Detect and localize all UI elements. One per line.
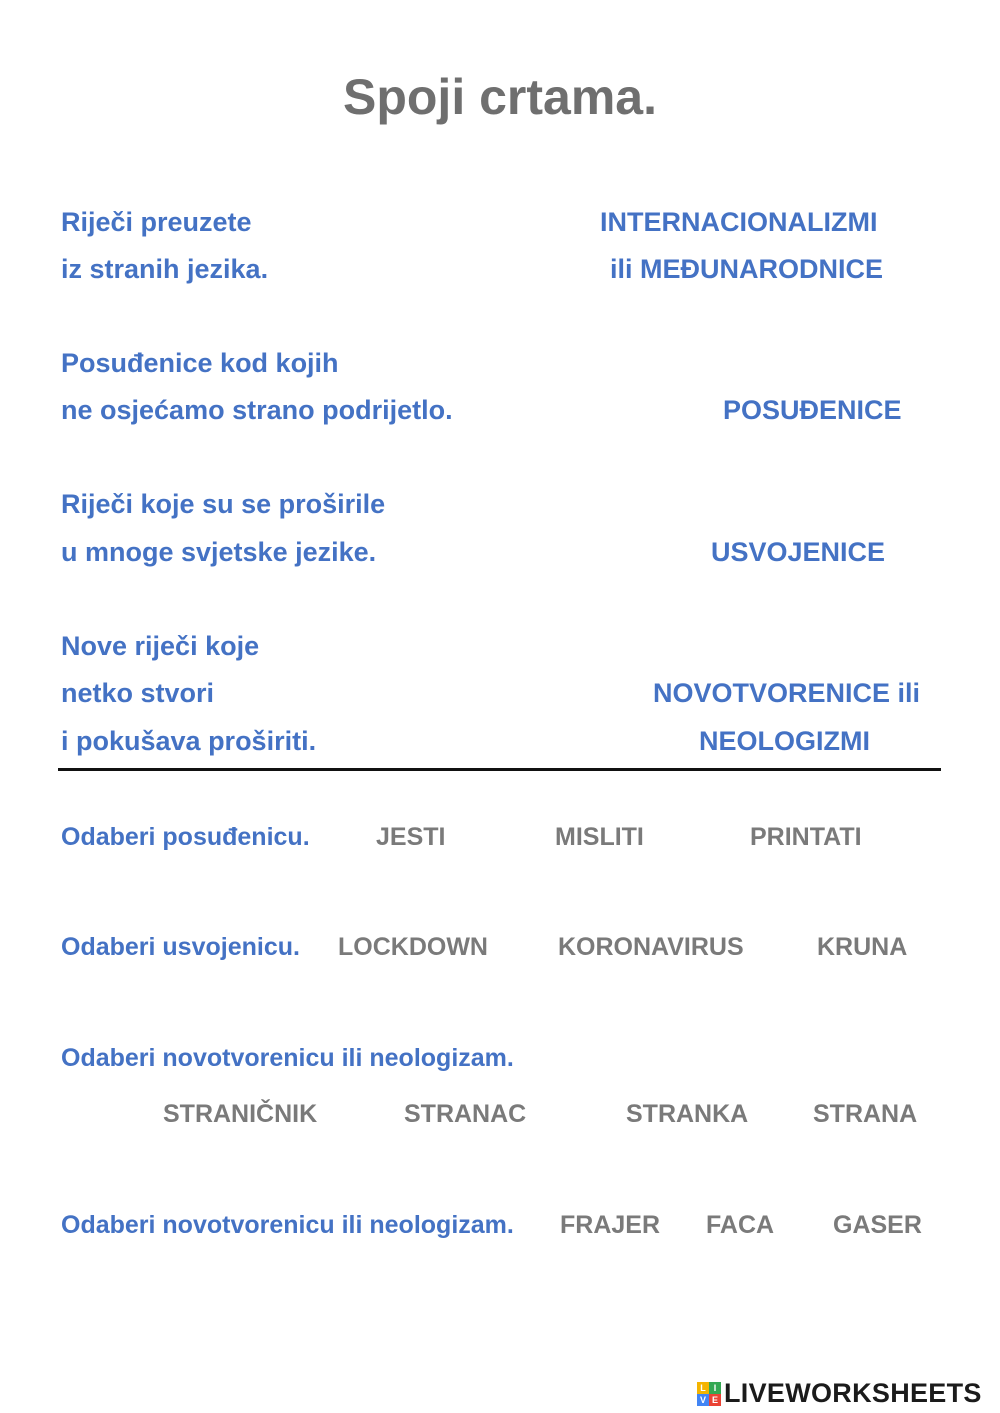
question-2-prompt: Odaberi usvojenicu. — [61, 933, 300, 961]
term-2[interactable]: POSUĐENICE — [723, 395, 902, 425]
question-4-option-1[interactable]: FRAJER — [560, 1211, 661, 1239]
definition-4-line-3: i pokušava proširiti. — [61, 726, 317, 756]
liveworksheets-logo-icon — [697, 1382, 721, 1406]
logo-mark-letter: E — [709, 1394, 721, 1406]
definition-2-line-2: ne osjećamo strano podrijetlo. — [61, 395, 453, 425]
question-3-option-4[interactable]: STRANA — [813, 1100, 918, 1128]
definition-4-line-1: Nove riječi koje — [61, 631, 260, 661]
question-1-option-2[interactable]: MISLITI — [555, 823, 644, 851]
question-4-option-3[interactable]: GASER — [833, 1211, 922, 1239]
question-4-option-2[interactable]: FACA — [706, 1211, 775, 1239]
question-2-option-1[interactable]: LOCKDOWN — [338, 933, 488, 961]
question-2-option-3[interactable]: KRUNA — [817, 933, 908, 961]
definition-2-line-1: Posuđenice kod kojih — [61, 348, 339, 378]
question-3-option-3[interactable]: STRANKA — [626, 1100, 749, 1128]
question-3-option-1[interactable]: STRANIČNIK — [163, 1100, 318, 1128]
definition-3-line-1: Riječi koje su se proširile — [61, 489, 386, 519]
term-3[interactable]: USVOJENICE — [711, 537, 886, 567]
logo-mark-letter: L — [697, 1382, 709, 1394]
question-1-option-1[interactable]: JESTI — [376, 823, 446, 851]
question-1-prompt: Odaberi posuđenicu. — [61, 823, 310, 851]
definition-1-line-2: iz stranih jezika. — [61, 254, 269, 284]
question-2-option-2[interactable]: KORONAVIRUS — [558, 933, 744, 961]
logo-mark-letter: I — [709, 1382, 721, 1394]
section-divider — [58, 768, 941, 771]
term-4-line-1[interactable]: NOVOTVORENICE ili — [653, 678, 921, 708]
question-4-prompt: Odaberi novotvorenicu ili neologizam. — [61, 1211, 514, 1239]
term-1-line-2[interactable]: ili MEĐUNARODNICE — [610, 254, 884, 284]
question-3-prompt: Odaberi novotvorenicu ili neologizam. — [61, 1044, 514, 1072]
term-4-line-2[interactable]: NEOLOGIZMI — [699, 726, 870, 756]
question-3-option-2[interactable]: STRANAC — [404, 1100, 527, 1128]
definition-3-line-2: u mnoge svjetske jezike. — [61, 537, 377, 567]
logo-mark-letter: V — [697, 1394, 709, 1406]
term-1-line-1[interactable]: INTERNACIONALIZMI — [600, 207, 878, 237]
liveworksheets-logo — [697, 1378, 982, 1409]
question-1-option-3[interactable]: PRINTATI — [750, 823, 862, 851]
liveworksheets-logo-text: LIVEWORKSHEETS — [724, 1378, 982, 1408]
definition-4-line-2: netko stvori — [61, 678, 215, 708]
page-title: Spoji crtama. — [343, 69, 657, 125]
definition-1-line-1: Riječi preuzete — [61, 207, 252, 237]
